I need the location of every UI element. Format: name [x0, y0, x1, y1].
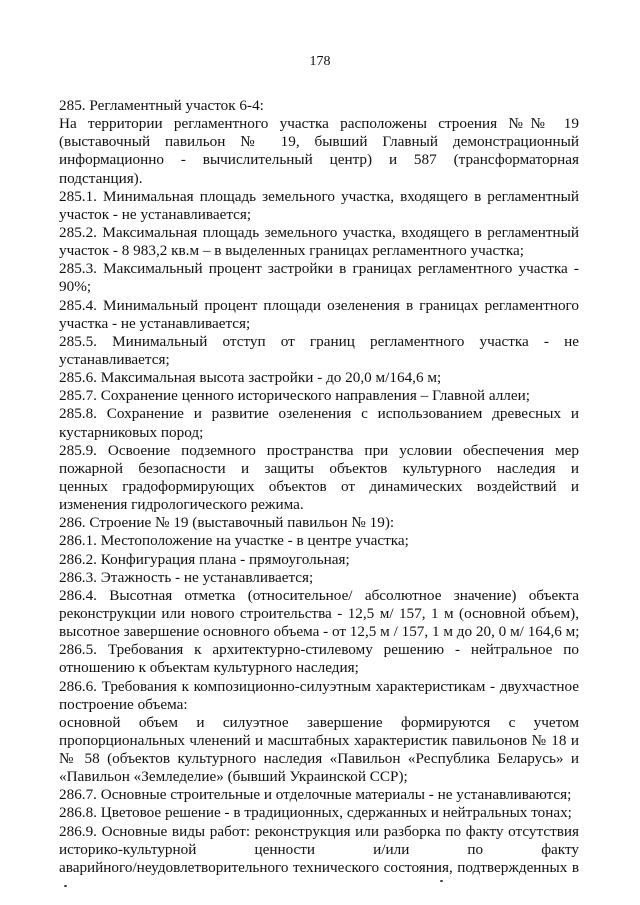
- text-line: пропорциональных членений и масштабных характеристик павильонов № 18 и: [59, 731, 579, 749]
- text-line: реконструкции или нового строительства - 12,5 м/ 157, 1 м (основной объем),: [59, 604, 579, 622]
- text-line: подстанция).: [59, 169, 143, 187]
- text-line: 286.4. Высотная отметка (относительное/ абсолютное значение) объекта: [59, 586, 579, 604]
- text-line: «Павильон «Земледелие» (бывший Украинской ССР);: [59, 768, 408, 786]
- text-line: 286.7. Основные строительные и отделочные материалы - не устанавливаются;: [59, 786, 572, 804]
- text-line: историко-культурной ценности и/или по факту: [59, 840, 579, 858]
- text-line: 285.2. Максимальная площадь земельного участка, входящего в регламентный: [59, 223, 579, 241]
- scan-speck: [64, 885, 67, 887]
- text-line: 285.5. Минимальный отступ от границ регламентного участка - не: [59, 332, 579, 350]
- text-line: построение объема:: [59, 695, 188, 713]
- text-line: 285. Регламентный участок 6-4:: [59, 97, 264, 114]
- text-line: участок - 8 983,2 кв.м – в выделенных границах регламентного участка;: [59, 242, 524, 260]
- text-line: 286. Строение № 19 (выставочный павильон № 19):: [59, 514, 395, 532]
- text-line: изменения гидрологического режима.: [59, 496, 304, 514]
- text-line: высотное завершение основного объема - от 12,5 м / 157, 1 м до 20, 0 м/ 164,6 м;: [59, 623, 580, 641]
- text-line: 285.7. Сохранение ценного исторического направления – Главной аллеи;: [59, 387, 530, 405]
- page-number: 178: [309, 54, 331, 69]
- text-line: 285.8. Сохранение и развитие озеленения с использованием древесных и: [59, 405, 579, 423]
- text-line: 285.9. Освоение подземного пространства при условии обеспечения мер: [59, 441, 579, 459]
- text-line: 286.5. Требования к архитектурно-стилевому решению - нейтральное по: [59, 641, 579, 659]
- text-line: 286.3. Этажность - не устанавливается;: [59, 568, 314, 586]
- text-line: На территории регламентного участка расположены строения №№ 19: [59, 115, 579, 133]
- text-line: основной объем и силуэтное завершение формируются с учетом: [59, 713, 579, 731]
- text-line: кустарниковых пород;: [59, 423, 204, 441]
- text-line: 90%;: [59, 278, 92, 296]
- text-line: участок - не устанавливается;: [59, 205, 252, 223]
- text-line: пожарной безопасности и защиты объектов культурного наследия и: [59, 459, 579, 477]
- text-line: 286.2. Конфигурация плана - прямоугольная;: [59, 550, 350, 568]
- text-line: 286.1. Местоположение на участке - в центре участка;: [59, 532, 409, 550]
- document-body: [59, 97, 579, 877]
- text-line: 285.6. Максимальная высота застройки - до 20,0 м/164,6 м;: [59, 369, 442, 387]
- text-line: участка - не устанавливается;: [59, 314, 251, 332]
- text-line: информационно - вычислительный центр) и 587 (трансформаторная: [59, 151, 579, 169]
- text-line: (выставочный павильон № 19, бывший Главный демонстрационный: [59, 133, 579, 151]
- text-line: 285.3. Максимальный процент застройки в границах регламентного участка -: [59, 260, 579, 278]
- text-line: № 58 (объектов культурного наследия «Павильон «Республика Беларусь» и: [59, 750, 579, 768]
- text-line: 286.6. Требования к композиционно-силуэтным характеристикам - двухчастное: [59, 677, 579, 695]
- text-line: устанавливается;: [59, 350, 170, 368]
- text-line: ценных градоформирующих объектов от динамических воздействий и: [59, 477, 579, 495]
- scan-speck: [440, 880, 443, 882]
- text-line: 285.1. Минимальная площадь земельного участка, входящего в регламентный: [59, 187, 579, 205]
- text-line: отношению к объектам культурного наследия;: [59, 659, 359, 677]
- text-line: 286.9. Основные виды работ: реконструкция или разборка по факту отсутствия: [59, 822, 579, 840]
- text-line: 286.8. Цветовое решение - в традиционных, сдержанных и нейтральных тонах;: [59, 804, 572, 822]
- text-line: аварийного/неудовлетворительного технического состояния, подтвержденных в: [59, 858, 579, 876]
- text-line: 285.4. Минимальный процент площади озеленения в границах регламентного: [59, 296, 579, 314]
